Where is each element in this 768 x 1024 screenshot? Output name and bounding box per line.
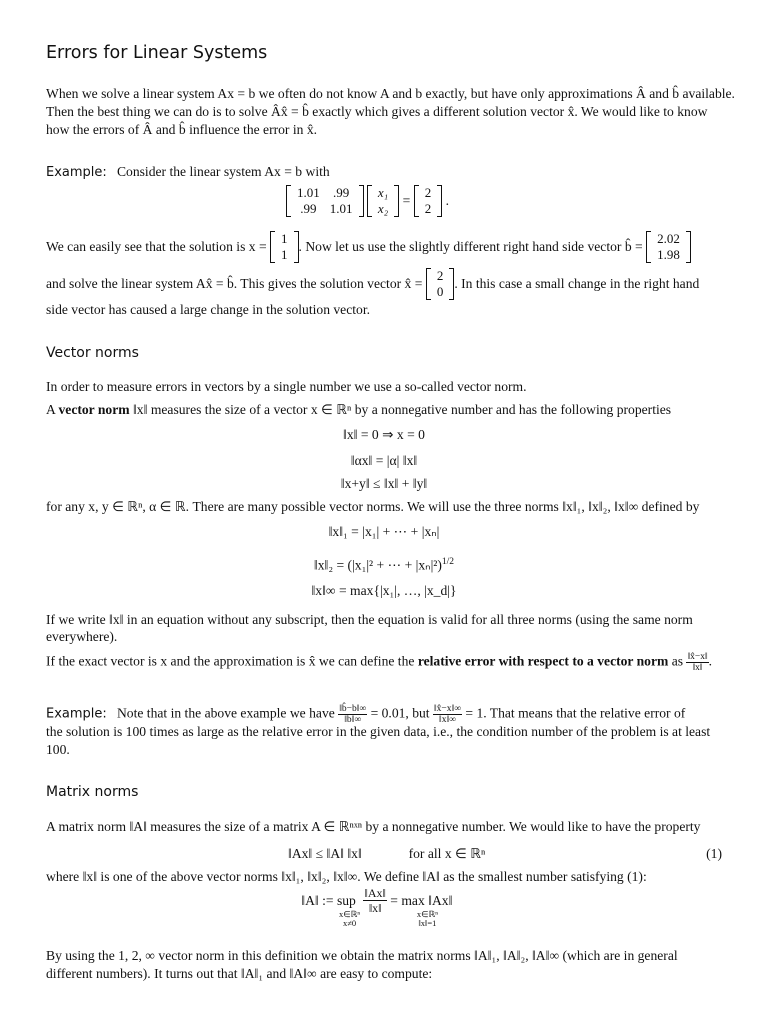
bold-term: vector norm	[58, 402, 130, 417]
example-1-text: Consider the linear system Ax = b with	[116, 164, 330, 179]
solution-vector	[270, 231, 299, 263]
property-2: ‖αx‖ = |α| ‖x‖	[350, 453, 418, 468]
text-span: = 1. That means that the relative error of	[465, 705, 686, 721]
definition-fraction	[363, 886, 386, 915]
text-span: ‖x‖ measures the size of a vector x ∈ ℝⁿ by a nonnegative number and has the following properties	[132, 402, 672, 417]
vector-cell: x₁	[377, 185, 389, 200]
norm-2-def	[0, 557, 768, 574]
text-span: ‖A‖ := sup	[301, 893, 356, 908]
text-span: = 0.01, but	[370, 705, 430, 721]
fraction-denominator: ‖x‖	[368, 901, 382, 915]
fraction-numerator: ‖x̂−x‖	[687, 652, 708, 662]
example-2-line2: the solution is 100 times as large as the relative error in the given data, i.e., the condition number of the problem is at least	[46, 724, 711, 739]
relative-error-fraction	[686, 652, 708, 673]
norm-inf-def: ‖x‖∞ = max{|x₁|, …, |x_d|}	[311, 583, 457, 598]
subscript: x∈ℝⁿ	[339, 909, 361, 919]
matrix-norms-p1: A matrix norm ‖A‖ measures the size of a matrix A ∈ ℝⁿˣⁿ by a nonnegative number. We would like to have the property	[46, 819, 701, 834]
vector-cell: 2.02	[657, 231, 680, 246]
example-1-last-line: side vector has caused a large change in the solution vector.	[46, 302, 370, 317]
fraction-b	[338, 704, 367, 725]
x-hat-vector	[426, 268, 455, 300]
text-span: as	[671, 653, 684, 669]
perturb-text: . Now let us use the slightly different right hand side vector b̂ =	[298, 239, 643, 254]
vector-cell: 1	[281, 231, 288, 246]
property-1: ‖x‖ = 0 ⇒ x = 0	[343, 427, 425, 442]
matrix-norms-p2: where ‖x‖ is one of the above vector norms ‖x‖₁, ‖x‖₂, ‖x‖∞. We define ‖A‖ as the smallest number satisfying (1):	[46, 869, 647, 884]
vector-cell: 1.98	[657, 247, 680, 262]
text-span: Note that in the above example we have	[116, 705, 335, 721]
vector-cell: 2	[436, 268, 444, 283]
vector-cell: 0	[436, 284, 444, 299]
fraction-denominator: ‖b‖∞	[344, 715, 362, 725]
vector-cell: 2	[424, 185, 432, 200]
example-2-line3: 100.	[46, 742, 70, 757]
fraction-x	[433, 704, 462, 725]
text-span: If the exact vector is x and the approximation is x̂ we can define the	[46, 653, 415, 669]
vector-norms-p4-line2: everywhere).	[46, 629, 118, 644]
subscript: x≠0	[342, 918, 357, 928]
vector-b	[414, 185, 443, 217]
vector-cell: 1	[281, 247, 288, 262]
vector-cell: x₂	[377, 201, 389, 216]
matrix-cell: 1.01	[297, 185, 320, 200]
section-heading-vector-norms: Vector norms	[46, 345, 139, 361]
example-2-line1	[46, 704, 685, 725]
fraction-numerator: ‖Ax‖	[364, 886, 386, 900]
vector-x	[367, 185, 399, 217]
intro-line-2: Then the best thing we can do is to solve Âx̂ = b̂ exactly which gives a different solution vector x̂. We would like to know	[46, 104, 708, 119]
fraction-numerator: ‖b̂−b‖∞	[339, 704, 367, 714]
fraction-denominator: ‖x‖∞	[439, 715, 456, 725]
text-span: A	[46, 402, 56, 417]
vector-norms-p5: If the exact vector is x and the approximation is x̂ we can define the relative error with respect to a vector norm as $\frac{‖x̂-x‖}{‖x‖}$ .	[46, 652, 713, 673]
sup-operator	[297, 892, 360, 928]
intro-line-3: how the errors of Â and b̂ influence the error in x̂.	[46, 122, 318, 137]
matrix-cell: 1.01	[329, 201, 353, 216]
vector-norms-p1: In order to measure errors in vectors by a single number we use a so-called vector norm.	[46, 379, 527, 394]
max-operator	[390, 892, 452, 928]
matrix-cell: .99	[333, 185, 350, 200]
text-span: for all x ∈ ℝⁿ	[408, 846, 486, 861]
text-span: ‖Ax‖ ≤ ‖A‖ ‖x‖	[288, 846, 362, 861]
matrix-norms-p3-line2: different numbers). It turns out that ‖A‖₁ and ‖A‖∞ are easy to compute:	[46, 966, 433, 981]
norm-1-def: ‖x‖₁ = |x₁| + ⋯ + |xₙ|	[328, 524, 440, 539]
b-hat-vector	[646, 231, 691, 263]
matrix-norm-definition	[297, 886, 453, 940]
fraction-denominator: ‖x‖	[692, 663, 703, 673]
matrix-equation: 1.01 .99 .99 1.01 x₁ x₂ = 2 2 .	[286, 185, 449, 217]
equation-number: (1)	[706, 846, 722, 861]
matrix-A	[286, 185, 364, 217]
subscript: ‖x‖=1	[418, 918, 437, 928]
vector-cell: 2	[424, 201, 432, 216]
matrix-cell: .99	[300, 201, 317, 216]
fraction-numerator: ‖x̂−x‖∞	[434, 704, 461, 714]
bold-term: relative error with respect to a vector norm	[417, 653, 669, 669]
vector-norms-p3: for any x, y ∈ ℝⁿ, α ∈ ℝ. There are many possible vector norms. We will use the three norms ‖x‖₁, ‖x‖₂, ‖x‖∞ defined by	[46, 499, 700, 514]
vector-norms-p2	[46, 401, 671, 419]
solve-line	[46, 268, 699, 300]
solution-lead: We can easily see that the solution is x =	[46, 239, 267, 254]
page-title: Errors for Linear Systems	[46, 43, 268, 63]
section-heading-matrix-norms: Matrix norms	[46, 784, 139, 800]
example-label: Example:	[46, 706, 107, 722]
example-label: Example:	[46, 165, 107, 180]
text-span: = max ‖Ax‖	[390, 893, 453, 908]
matrix-norms-p3-line1: By using the 1, 2, ∞ vector norm in this definition we obtain the matrix norms ‖A‖₁, ‖A‖₂, ‖A‖∞ (which are in general	[46, 948, 678, 963]
exponent: 1/2	[441, 557, 455, 567]
solve-tail: . In this case a small change in the right hand	[454, 276, 700, 291]
property-3: ‖x+y‖ ≤ ‖x‖ + ‖y‖	[340, 476, 428, 491]
example-1-intro	[46, 163, 330, 182]
text-span: ‖x‖₂ = (|x₁|² + ⋯ + |xₙ|²)	[313, 557, 442, 573]
solution-line	[46, 231, 691, 263]
vector-norms-p4-line1: If we write ‖x‖ in an equation without any subscript, then the equation is valid for all three norms (using the same norm	[46, 612, 693, 627]
matrix-inequality	[288, 845, 485, 863]
solve-lead: and solve the linear system Ax̂ = b̂. This gives the solution vector x̂ =	[46, 276, 423, 291]
intro-line-1: When we solve a linear system Ax = b we often do not know A and b exactly, but have only approximations Â and b̂ available.	[46, 86, 735, 101]
subscript: x∈ℝⁿ	[416, 909, 438, 919]
